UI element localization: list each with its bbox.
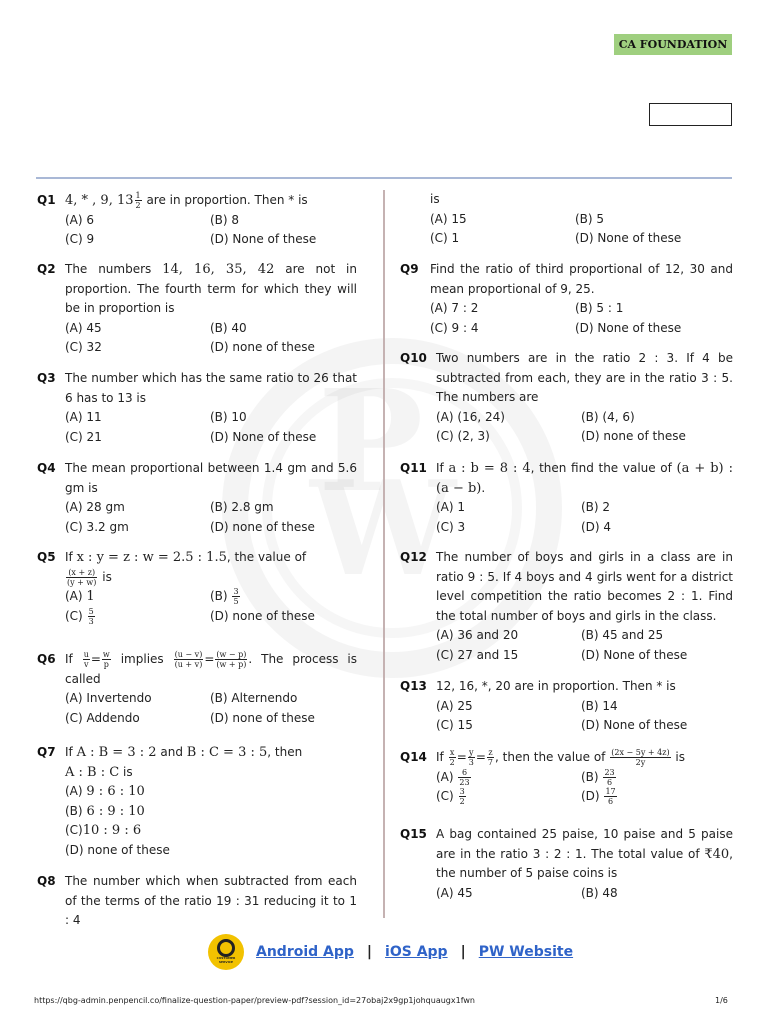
page-url: https://qbg-admin.penpencil.co/finalize-question-paper/preview-pdf?session_id=27obaj2x9gp1johquaugx1fwn [34,996,475,1005]
option-b: (B) 6 : 9 : 10 [65,803,145,819]
question-text: Find the ratio of third proportional of 12, 30 and mean proportional of 9, 25. [430,262,733,296]
question-number: Q4 [37,461,56,475]
question-q1 [37,191,357,250]
option-b: (B) (4, 6) [581,409,635,424]
question-q14 [400,748,733,807]
question-number: Q13 [400,679,427,693]
option-a: (A) 6 [65,212,95,227]
question-number: Q7 [37,745,56,759]
options [65,689,357,728]
option-b: (B) 48 [581,885,618,900]
option-d: (D) None of these [575,231,682,245]
ca-foundation-badge: CA FOUNDATION [614,34,732,55]
option-a: (A) 1 [436,500,466,514]
question-text: The number which when subtracted from each of the terms of the ratio 19 : 31 reducing it to 1 : 4 [65,874,357,927]
page-number: 1/6 [715,996,728,1005]
question-text: If A : B = 3 : 2 and B : C = 3 : 5, then A : B : C is [65,745,303,780]
question-number: Q2 [37,262,56,276]
option-c: (C) $\frac{5}{3}$ [65,606,94,626]
option-b: (B) Alternendo [210,691,298,705]
question-text: The number of boys and girls in a class are in ratio 9 : 5. If 4 boys and 4 girls went for a district level competition the ratio becomes 2 : 1. Find the total number of boys and girls in the class. [436,550,733,623]
separator: | [460,944,466,960]
blank-box [649,103,732,126]
question-number: Q11 [400,461,427,475]
options [65,319,357,358]
question-number: Q9 [400,262,419,276]
footer-links [208,934,573,970]
option-b: (B) 10 [210,410,247,424]
option-d: (D) None of these [210,232,317,246]
option-b: (B) 14 [581,698,618,713]
option-c: (C) 15 [436,718,473,732]
option-d: (D) None of these [575,320,682,335]
option-d: (D) none of these [581,429,686,443]
pw-website-link[interactable]: PW Website [478,944,574,960]
question-q9 [400,260,733,338]
question-text: 4, * , 9, 13 $\frac{1}{2}$ are in proportion. Then * is [65,191,308,210]
ios-app-link[interactable]: iOS App [385,944,448,960]
option-a: (A) 9 : 6 : 10 [65,784,145,799]
option-c: (C) 32 [65,340,102,354]
header-divider [36,177,732,179]
option-d: (D) None of these [581,647,688,662]
question-text: If $\frac{x}{2}$ = $\frac{y}{3}$ = $\frac{z}{7}$ , then the value of $\frac{(2x - 5y + 4z)}{2y}$ is [436,748,686,767]
option-a: (A) 7 : 2 [430,301,479,315]
option-b: (B) 40 [210,320,247,335]
question-text: is [430,192,440,206]
option-c: (C) 1 [430,231,460,245]
option-a: (A) Invertendo [65,691,152,705]
question-number: Q14 [400,750,427,764]
option-c: (C) 27 and 15 [436,647,519,662]
option-a: (A) 11 [65,410,102,424]
option-a: (A) 45 [436,885,473,900]
question-q11 [400,459,733,537]
option-d: (D) none of these [65,842,170,857]
options [436,768,733,807]
option-c: (C) 3 [436,519,466,534]
fraction: $\frac{(x + z)}{(y + w)}$ [67,567,97,587]
option-b: (B) 45 and 25 [581,628,664,642]
fraction: $\frac{1}{2}$ [135,191,141,210]
option-d: (D) None of these [581,718,688,732]
option-b: (B) $\frac{23}{6}$ [581,767,615,787]
option-d: (D) 4 [581,519,612,534]
options [65,408,357,447]
option-d: (D) none of these [210,608,315,623]
options [436,408,733,447]
question-q7 [37,743,357,860]
option-d: (D) $\frac{17}{6}$ [581,787,616,806]
option-c: (C)10 : 9 : 6 [65,823,142,838]
question-q5 [37,548,357,626]
question-text: If x : y = z : w = 2.5 : 1.5, the value of $\frac{(x + z)}{(y + w)}$ is [65,550,307,587]
option-c: (C) Addendo [65,710,140,725]
question-text: If $\frac{u}{v}$ = $\frac{w}{p}$ implies $\frac{(u - v)}{(u + v)}$ = $\frac{(w - p)}{(w + p)}$ . The process is called [65,650,357,686]
option-a: (A) 25 [436,698,473,713]
question-text: The number which has the same ratio to 26 that 6 has to 13 is [65,371,357,405]
options [65,211,357,250]
option-c: (C) 3.2 gm [65,519,129,534]
question-q10 [400,349,733,447]
question-q6 [37,650,357,728]
option-a: (A) 36 and 20 [436,628,519,642]
separator: | [366,944,373,960]
option-a: (A) 28 gm [65,500,125,514]
question-text: The numbers 14, 16, 35, 42 are not in proportion. The fourth term for which they will be in proportion is [65,262,357,315]
android-app-link[interactable]: Android App [256,944,354,960]
question-q4 [37,459,357,537]
question-number: Q8 [37,874,56,888]
option-a: (A) (16, 24) [436,409,505,424]
options [436,626,733,665]
question-text: The mean proportional between 1.4 gm and 5.6 gm is [65,461,357,495]
question-text: A bag contained 25 paise, 10 paise and 5 paise are in the ratio 3 : 2 : 1. The total value of ₹40, the number of 5 paise coins is [436,827,733,880]
question-number: Q10 [400,351,427,365]
question-q15 [400,825,733,903]
option-a: (A) 1 [65,589,95,604]
question-q8-continued [400,190,733,249]
question-number: Q6 [37,652,56,666]
option-b: (B) 5 : 1 [575,301,624,315]
option-a: (A) 15 [430,211,467,226]
options [436,498,733,537]
options [436,697,733,736]
option-d: (D) none of these [210,519,315,534]
option-b: (B) 5 [575,211,605,226]
options [65,498,357,537]
question-number: Q3 [37,371,56,385]
option-b: (B) 2.8 gm [210,500,274,514]
question-text: If a : b = 8 : 4, then find the value of (a + b) : (a − b). [436,461,733,496]
question-q13 [400,677,733,736]
option-a: (A) $\frac{6}{23}$ [436,767,470,787]
option-b: (B) $\frac{3}{5}$ [210,587,239,606]
option-c: (C) $\frac{3}{2}$ [436,787,465,806]
question-text: 12, 16, *, 20 are in proportion. Then * is [436,679,676,693]
question-q12 [400,548,733,665]
column-divider [383,190,385,918]
option-c: (C) (2, 3) [436,429,490,443]
option-a: (A) 45 [65,320,102,335]
option-b: (B) 8 [210,212,240,227]
question-number: Q12 [400,550,427,564]
option-d: (D) none of these [210,340,315,354]
options [65,782,357,860]
option-b: (B) 2 [581,500,611,514]
question-number: Q1 [37,193,56,207]
question-q2 [37,260,357,358]
headset-icon [217,939,235,957]
options [430,299,733,338]
options [65,587,357,626]
option-c: (C) 21 [65,429,102,444]
question-q8 [37,872,357,931]
option-c: (C) 9 [65,232,95,246]
options [430,210,733,249]
options [436,884,733,904]
option-c: (C) 9 : 4 [430,320,479,335]
option-d: (D) none of these [210,710,315,725]
question-text: Two numbers are in the ratio 2 : 3. If 4 be subtracted from each, they are in the ratio 3 : 5. The numbers are [436,351,733,404]
question-number: Q5 [37,550,56,564]
question-number: Q15 [400,827,427,841]
customer-service-logo-icon: CUSTOMER SERVICE [208,934,244,970]
question-q3 [37,369,357,447]
option-d: (D) None of these [210,429,317,444]
